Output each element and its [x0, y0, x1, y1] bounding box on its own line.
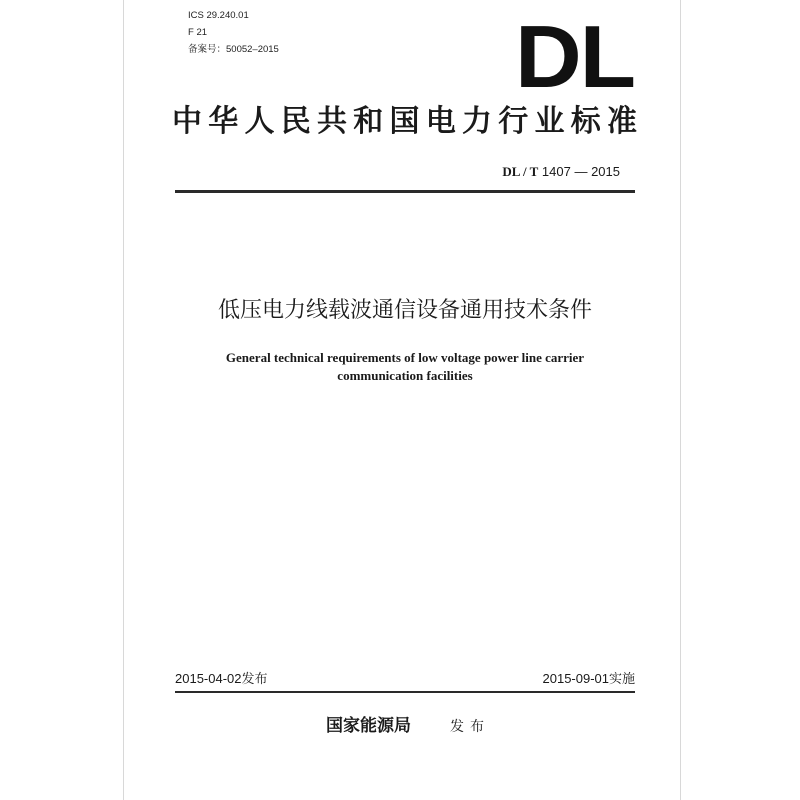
dl-logo: DL	[515, 7, 634, 106]
ccs-code: F 21	[188, 27, 208, 38]
standard-number	[420, 163, 620, 181]
title-english-line-2: communication facilities	[337, 368, 473, 383]
bottom-divider	[175, 691, 635, 693]
ics-code: ICS 29.240.01	[188, 10, 249, 21]
standard-code: DL / T	[502, 164, 539, 179]
title-english-line-1: General technical requirements of low voltage power line carrier	[225, 350, 585, 365]
filing-number: 备案号：50052–2015	[188, 44, 279, 55]
publisher-name: 国家能源局	[326, 716, 411, 736]
effective-date: 2015-09-01实施	[542, 671, 635, 686]
title-english	[170, 349, 640, 385]
top-divider	[175, 190, 635, 193]
publish-label: 发布	[450, 719, 490, 735]
title-chinese: 低压电力线载波通信设备通用技术条件	[217, 298, 592, 323]
issue-date: 2015-04-02发布	[175, 671, 268, 686]
organization-title: 中华人民共和国电力行业标准	[172, 104, 638, 139]
standard-number-value: 1407 — 2015	[538, 164, 620, 179]
